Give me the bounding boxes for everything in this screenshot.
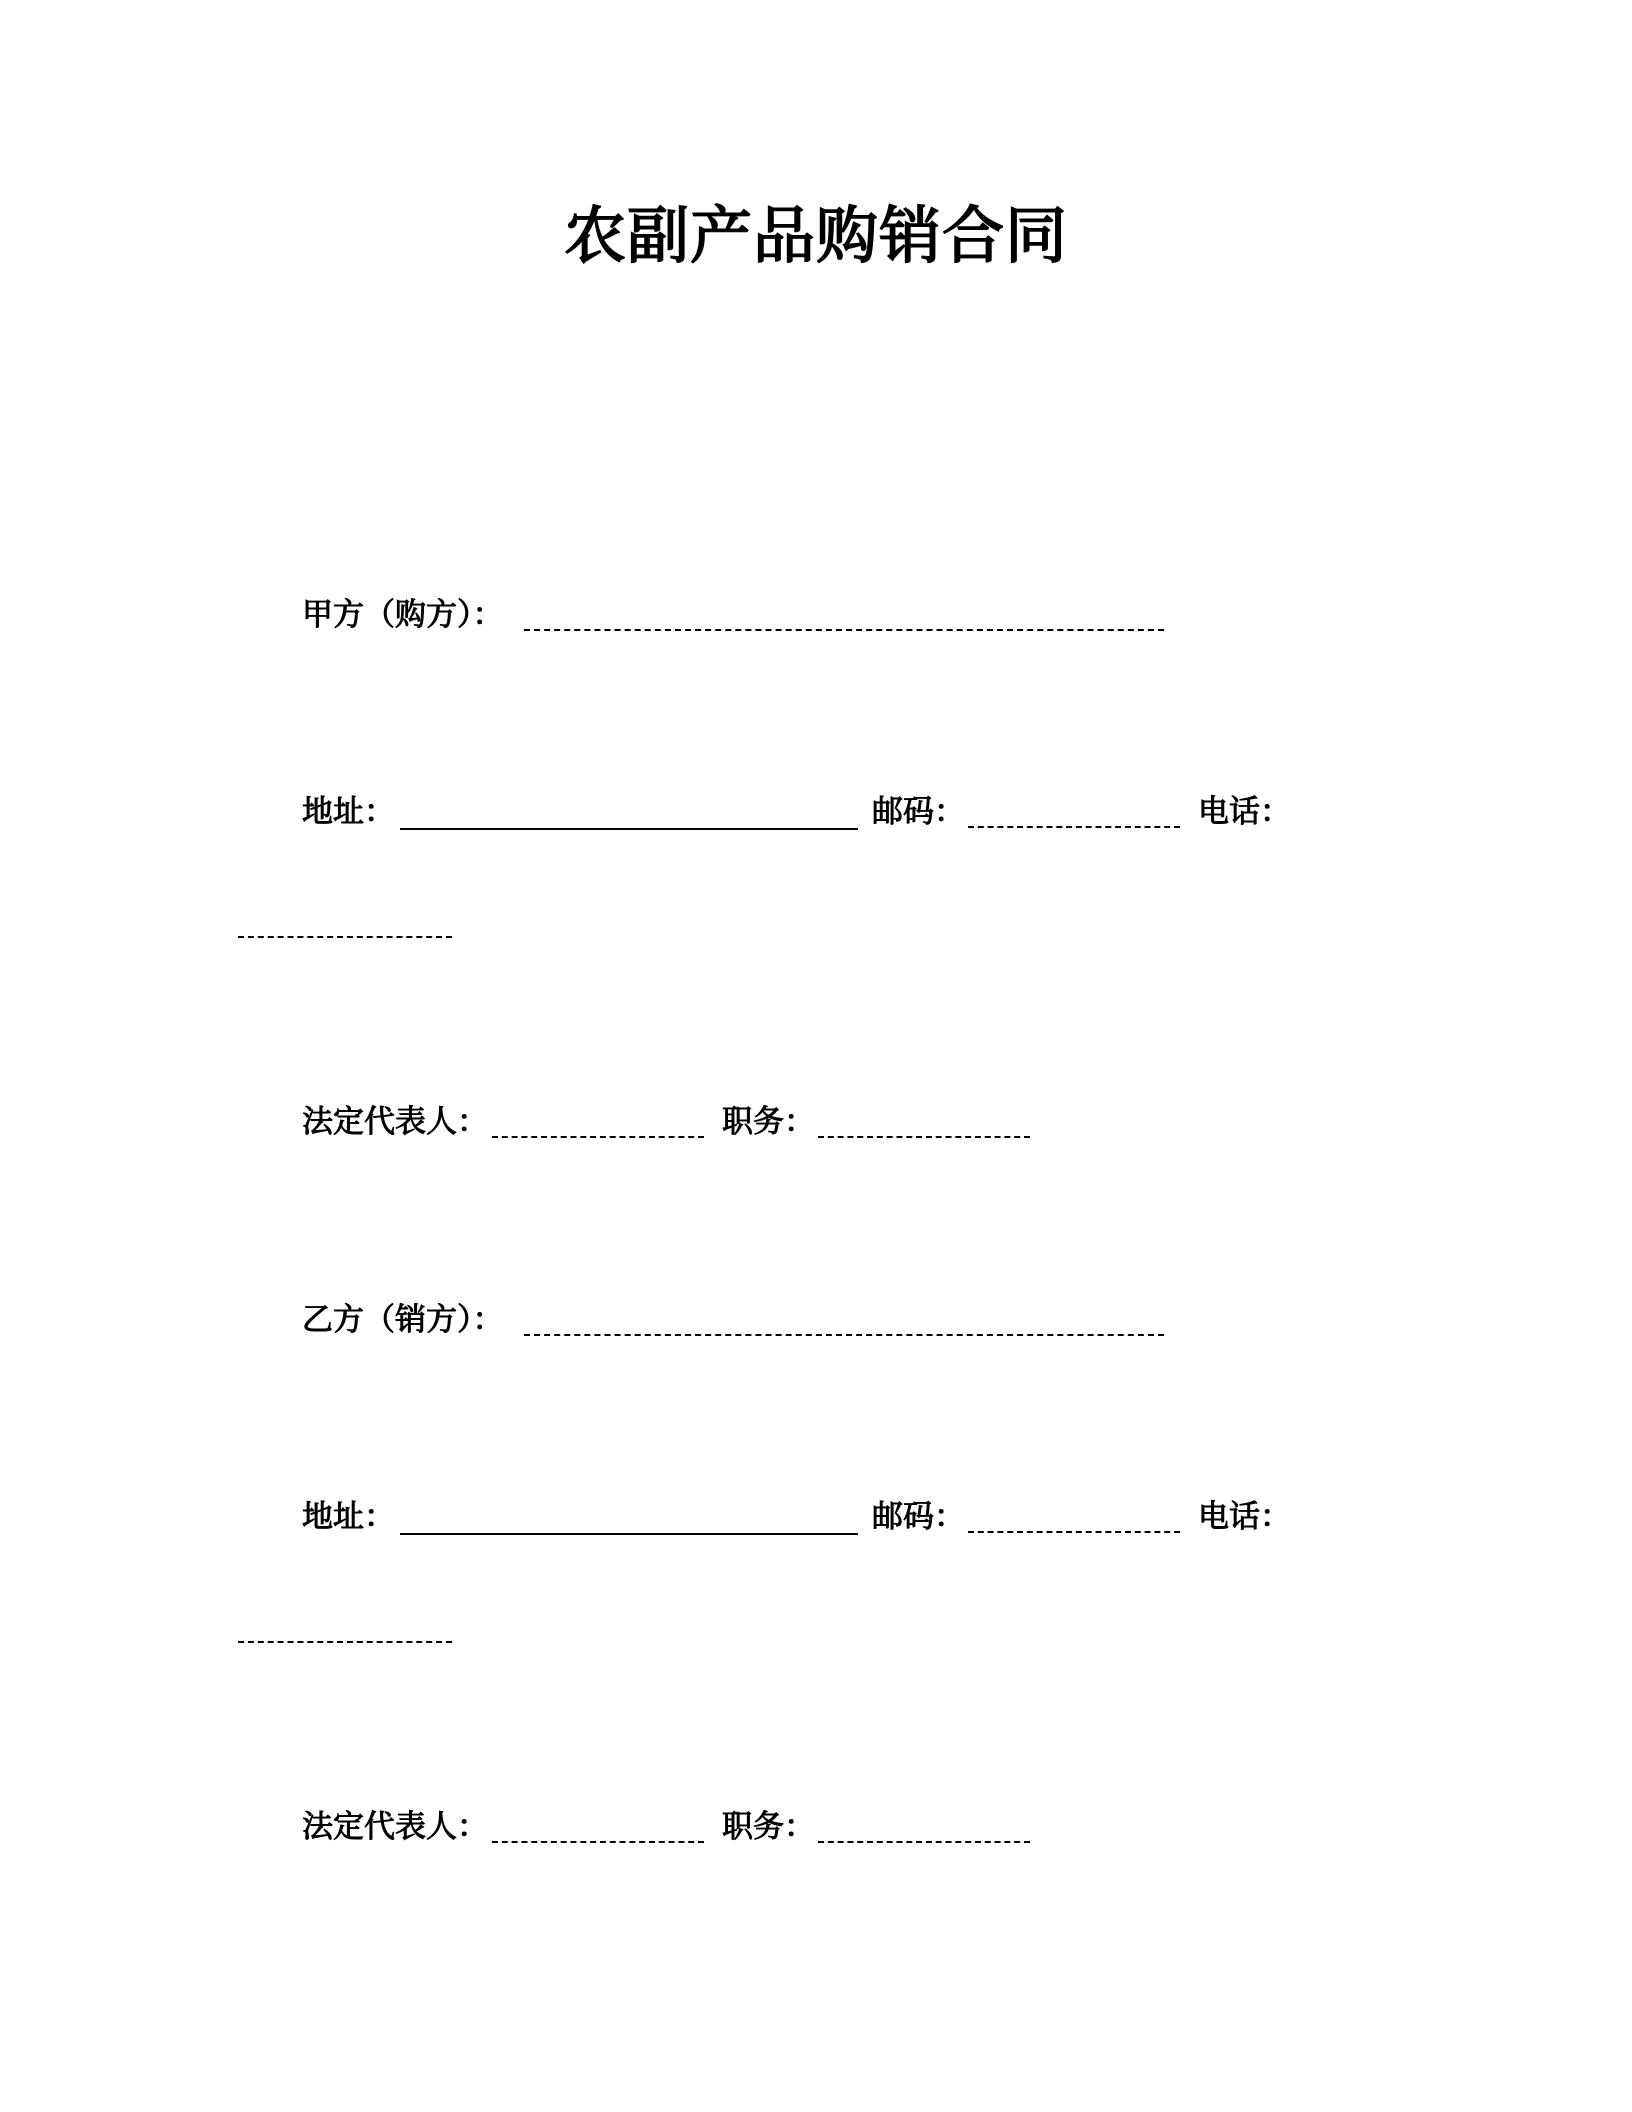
party-a-label: 甲方（购方）： <box>302 597 504 633</box>
party-b-position-field[interactable] <box>818 1841 1030 1843</box>
party-a-legal-rep-field[interactable] <box>492 1136 704 1138</box>
party-a-legal-rep-label: 法定代表人： <box>302 1104 488 1140</box>
party-a-position-label: 职务： <box>722 1104 815 1140</box>
party-b-phone-row <box>0 1605 1632 1649</box>
party-b-postcode-label: 邮码： <box>872 1499 965 1535</box>
party-a-address-field[interactable] <box>400 828 858 830</box>
party-a-row <box>0 593 1632 637</box>
party-b-phone-field[interactable] <box>238 1641 452 1643</box>
party-b-legal-rep-label: 法定代表人： <box>302 1809 488 1845</box>
party-b-position-label: 职务： <box>722 1809 815 1845</box>
party-a-name-field[interactable] <box>524 629 1164 631</box>
party-b-name-field[interactable] <box>524 1334 1164 1336</box>
party-a-phone-row <box>0 900 1632 944</box>
party-a-rep-row <box>0 1100 1632 1144</box>
party-b-rep-row <box>0 1805 1632 1849</box>
party-b-legal-rep-field[interactable] <box>492 1841 704 1843</box>
party-a-address-label: 地址： <box>302 794 395 830</box>
party-a-position-field[interactable] <box>818 1136 1030 1138</box>
party-b-postcode-field[interactable] <box>968 1531 1180 1533</box>
party-b-address-row <box>0 1495 1632 1539</box>
party-b-phone-label: 电话： <box>1198 1499 1291 1535</box>
party-a-postcode-label: 邮码： <box>872 794 965 830</box>
document-title: 农副产品购销合同 <box>563 199 1068 272</box>
party-a-phone-label: 电话： <box>1198 794 1291 830</box>
party-b-row <box>0 1298 1632 1342</box>
party-b-address-field[interactable] <box>400 1533 858 1535</box>
party-a-address-row <box>0 790 1632 834</box>
party-a-phone-field[interactable] <box>238 936 452 938</box>
party-b-address-label: 地址： <box>302 1499 395 1535</box>
party-b-label: 乙方（销方）： <box>302 1302 504 1338</box>
party-a-postcode-field[interactable] <box>968 826 1180 828</box>
